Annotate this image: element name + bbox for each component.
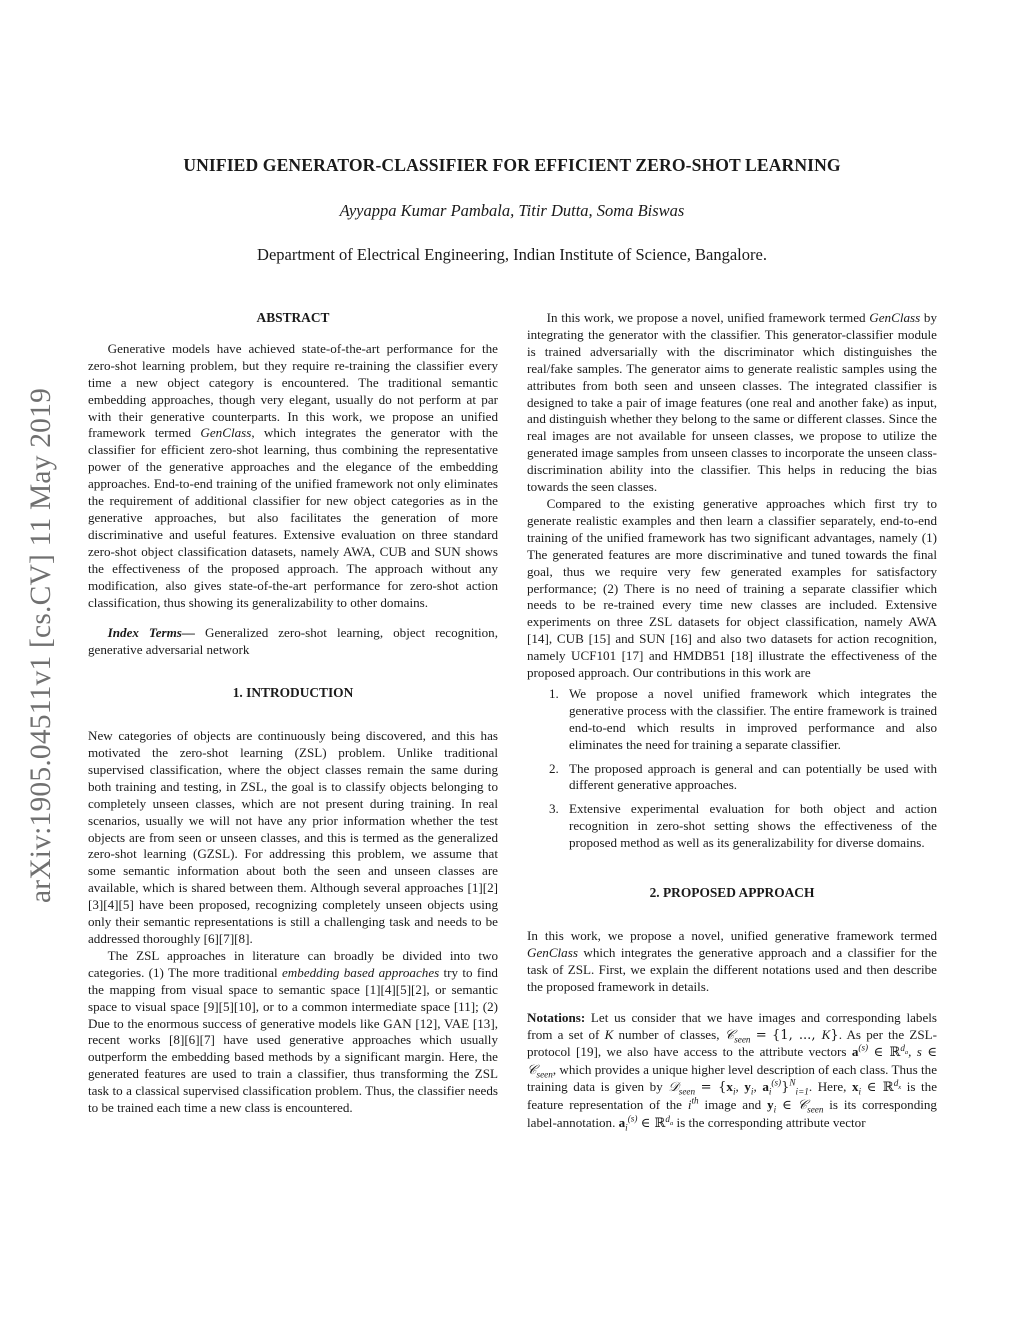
abstract-text-2: , which integrates the generator with the classifier for efficient zero-shot learning, thus combining the representative power of the generative approaches and the elegance of the embedding approaches. End-to-end training of the unified framework not only eliminates the requirement of additional classifier for new object categories as in the generative approaches, but also facilitates the generation of more discriminative and useful features. Extensive evaluation on three standard zero-shot object classification datasets, namely AWA, CUB and SUN shows the effectiveness of the proposed approach. The approach without any modification, also gives state-of-the-art performance for zero-shot action classification, thus showing its generalizability to other domains.	[88, 425, 498, 610]
notations-text-3: . As per the ZSL-protocol [19], we also have access to the attribute vectors	[527, 1026, 937, 1060]
right-paragraph-2: Compared to the existing generative approaches which first try to generate realistic examples and then learn a classifier separately, end-to-end training of the unified framework has two significant advantages, namely (1) The generated features are more discriminative and tuned towards the final goal, thus we require very few generated examples for satisfactory performance; (2) There is no need of training a separate classifier which needs to be re-trained every time new classes are included. Extensive experiments on three ZSL datasets for object classification, namely AWA [14], CUB [15] and SUN [16] and also two datasets for action recognition, namely UCF101 [17] and HMDB51 [18] illustrate the effectiveness of the proposed approach. Our contributions in this work are	[527, 495, 937, 681]
paper-title: UNIFIED GENERATOR-CLASSIFIER FOR EFFICIENT ZERO-SHOT LEARNING	[183, 155, 841, 175]
contribution-item	[527, 801, 937, 852]
math-attribute-vector: $a^{(s)}$ ∈ ℝ$^{d_a}$, s ∈ 𝒞$_{seen}$	[527, 1043, 937, 1080]
math-ith: $i^{th}$	[687, 1095, 699, 1113]
math-label: $y_i$ ∈ 𝒞$_{seen}$	[767, 1097, 824, 1115]
right-p1-text-a: In this work, we propose a novel, unified framework termed	[546, 310, 870, 325]
intro-paragraph-2	[88, 948, 498, 1117]
notations-paragraph	[527, 1010, 937, 1133]
math-seen-set: 𝒞$_{seen}$ = {1, ..., K}	[724, 1026, 839, 1045]
notations-text-8: is its corresponding label-annotation.	[527, 1097, 937, 1131]
contribution-number: 3.	[549, 801, 559, 817]
right-p1-text-b: by integrating the generator with the classifier. This generator-classifier module is trained adversarially with the discriminator which distinguishes the real/fake samples. The generator aims to generate realistic samples using the attributes from both seen and unseen classes. The integrated classifier is designed to take a pair of image features (one real and another fake) as input, and distinguish whether they belong to the same or different classes. Since the real images are not available for unseen classes, we propose to utilize the generated image samples from unseen classes to incorporate the unseen class-discrimination ability into the classifier. This helps in reducing the bias towards the seen classes.	[527, 310, 937, 495]
contribution-number: 2.	[549, 760, 559, 776]
notations-text-2: number of classes,	[613, 1026, 725, 1042]
intro-p2-text-a: The ZSL approaches in literature can broadly be divided into two categories. (1) The more traditional	[88, 947, 498, 980]
contribution-text: Extensive experimental evaluation for both object and action recognition in zero-shot setting shows the effectiveness of the proposed method as well as its generalizability for diverse domains.	[569, 801, 937, 851]
abstract-body	[88, 341, 498, 612]
notations-text-7: image and	[698, 1097, 768, 1113]
right-paragraph-1	[527, 310, 937, 496]
arxiv-identifier: arXiv:1905.04511v1 [cs.CV] 11 May 2019	[25, 387, 58, 903]
intro-p2-text-b: try to find the mapping from visual space to semantic space [1][4][5][2], or semantic space to visual space [9][5][10], or to a common intermediate space [11]; (2) Due to the enormous success of generative models like GAN [12], VAE [13], recent works [8][6][7] have used generative approaches which usually outperform the embedding based methods by a significant margin. Here, the generated features are used to train a classifier, thus transforming the ZSL task to a classical supervised classification problem. Thus, the classifier needs to be trained each time a new class is encountered.	[88, 964, 498, 1116]
math-attribute-i: $a_i^{(s)}$ ∈ ℝ$^{d_a}$	[618, 1113, 674, 1133]
notations-text-5: . Here,	[808, 1079, 852, 1095]
contribution-text: We propose a novel unified framework which integrates the generative process with the classifier. The entire framework is trained end-to-end which results in improved performance and also eliminates the need for training a separate classifier.	[569, 685, 937, 752]
right-column	[527, 310, 937, 1133]
sec2-p1-genclass: GenClass	[527, 944, 578, 960]
abstract-text-1: Generative models have achieved state-of-the-art performance for the zero-shot learning problem, but they require re-training the classifier every time a new object category is encountered. The traditional semantic embedding approaches, though very elegant, usually do not perform at par with their generative counterparts. In this work, we propose an unified framework termed	[88, 340, 498, 441]
paper-authors: Ayyappa Kumar Pambala, Titir Dutta, Soma Biswas	[339, 201, 685, 220]
math-feature: $x_i$ ∈ ℝ$^{d_x}$	[851, 1077, 902, 1097]
contribution-text: The proposed approach is general and can potentially be used with different generative approaches.	[569, 760, 937, 793]
math-training-set: 𝒟$_{seen}$ = {$x_i$, $y_i$, $a_i^{(s)}\}^N_{i=1}$	[668, 1077, 809, 1097]
abstract-genclass: GenClass	[200, 425, 252, 441]
notations-text-4: , which provides a unique higher level description of each class. Thus the training data is given by	[527, 1062, 937, 1095]
contributions-list	[527, 686, 937, 852]
math-k: K	[604, 1026, 614, 1042]
abstract-heading: ABSTRACT	[256, 310, 330, 325]
index-terms-text: Generalized zero-shot learning, object recognition, generative adversarial network	[88, 625, 498, 658]
arxiv-sidebar-stamp	[20, 340, 64, 950]
index-terms	[88, 625, 498, 659]
paper-affiliation: Department of Electrical Engineering, Indian Institute of Science, Bangalore.	[257, 245, 767, 264]
intro-paragraph-1: New categories of objects are continuously being discovered, and this has motivated the zero-shot learning (ZSL) problem. Unlike traditional supervised classification, where the object classes remain the same during both training and testing, in ZSL, the goal is to classify objects belonging to completely unseen classes, which are not present during training. In real scenarios, usually we will not have any prior information whether the test objects are from seen or unseen classes, and this is termed as the generalized zero-shot learning (GZSL). For addressing this problem, we assume that some semantic information about both the seen and unseen classes are available, which is shared between them. Although several approaches [1][2][3][4][5] have been proposed, recognizing completely unseen objects using only their semantic representations is still a challenging task and needs to be addressed thoroughly [6][7][8].	[88, 728, 498, 946]
right-p1-genclass: GenClass	[869, 310, 921, 325]
intro-heading: 1. INTRODUCTION	[232, 685, 354, 701]
notations-text-1: Let us consider that we have images and corresponding labels from a set of	[527, 1009, 937, 1042]
index-terms-lead: Index Terms—	[107, 625, 195, 641]
left-column	[88, 310, 498, 1117]
contribution-number: 1.	[549, 685, 559, 701]
notations-text-6: is the feature representation of the	[527, 1079, 938, 1113]
intro-p2-emphasis: embedding based approaches	[282, 964, 440, 980]
section2-paragraph-1	[527, 928, 937, 996]
notations-text-9: is the corresponding attribute vector	[673, 1115, 866, 1131]
sec2-p1-text-b: which integrates the generative approach and a classifier for the task of ZSL. First, we explain the different notations used and then describe the proposed framework in details.	[527, 944, 937, 994]
contribution-item	[527, 761, 937, 795]
sec2-p1-text-a: In this work, we propose a novel, unified generative framework termed	[527, 928, 937, 943]
section2-heading: 2. PROPOSED APPROACH	[649, 885, 815, 901]
contribution-item	[527, 686, 937, 754]
notations-lead: Notations:	[527, 1009, 586, 1025]
